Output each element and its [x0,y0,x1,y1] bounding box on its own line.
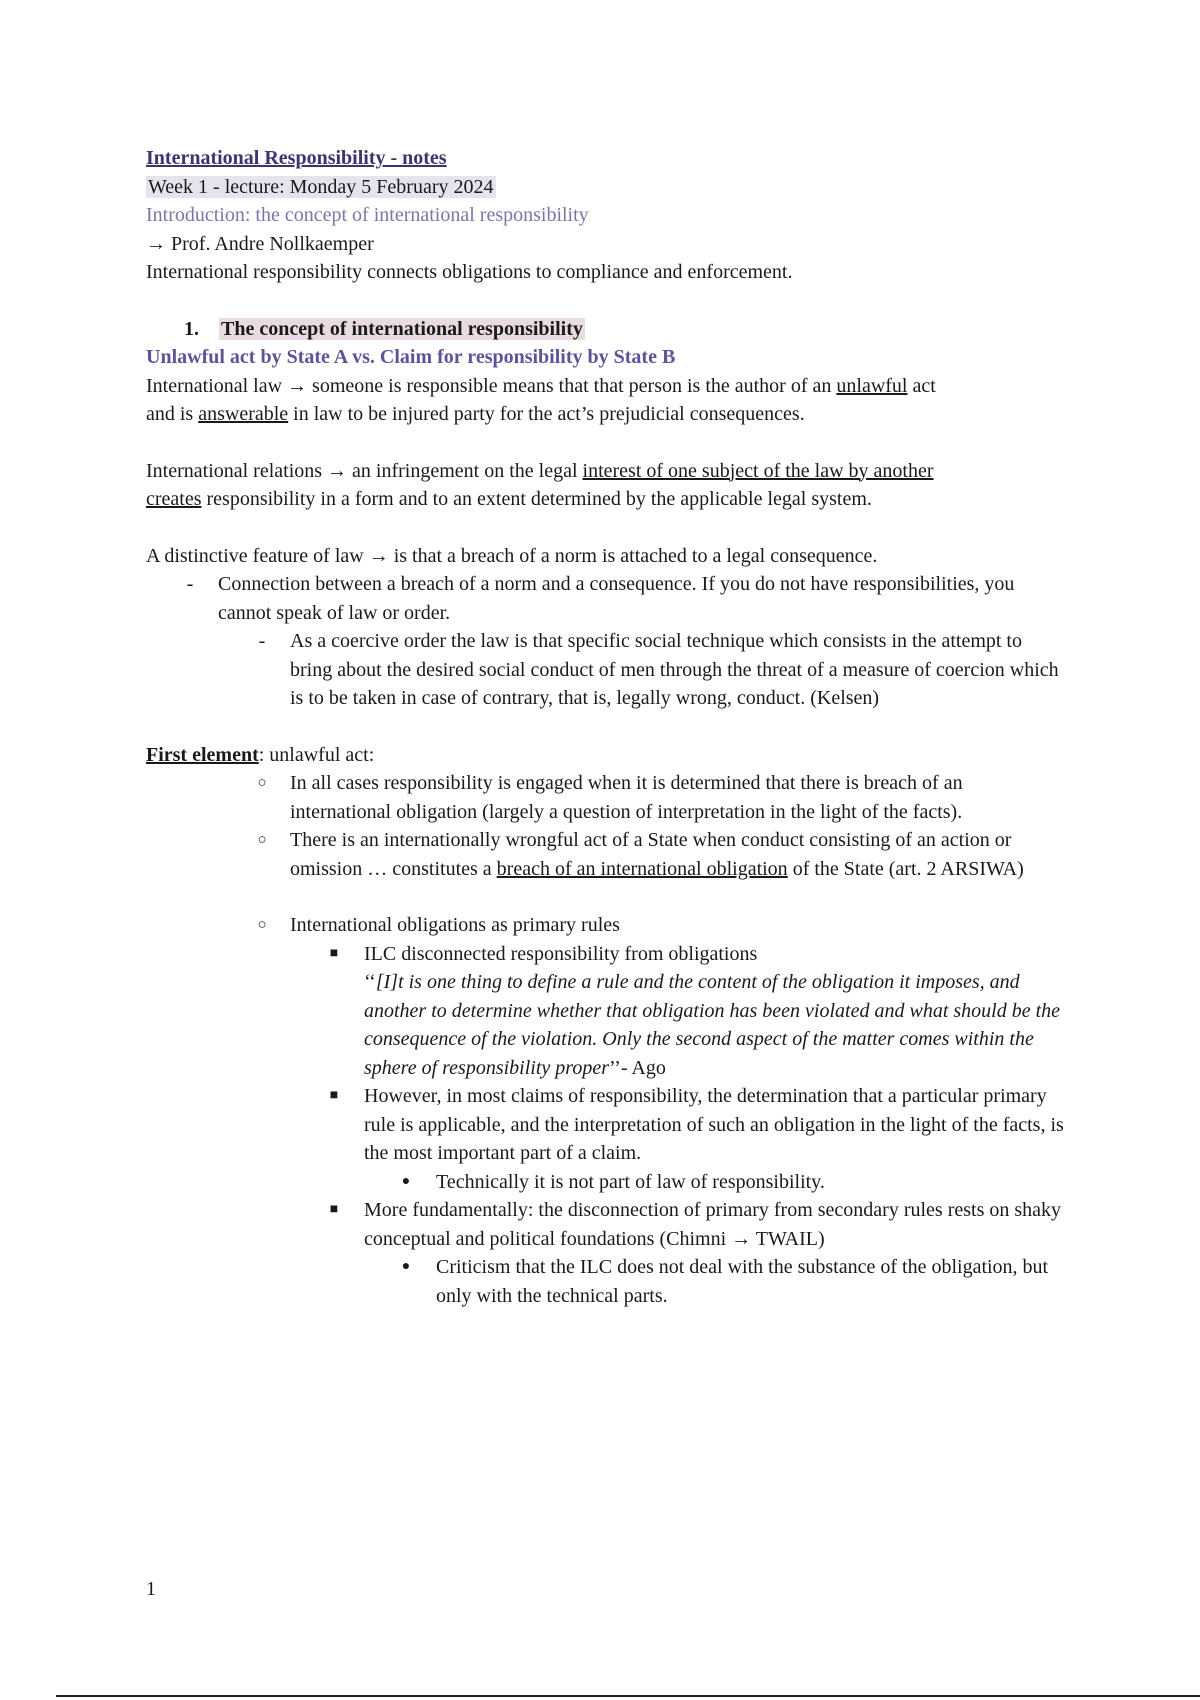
summary-line: International responsibility connects obligations to compliance and enforcement. [146,261,793,283]
page-number: 1 [146,1578,156,1600]
intro-subtitle: Introduction: the concept of international responsibility [146,204,589,226]
professor-line: → Prof. Andre Nollkaemper [146,232,374,255]
quote-close: ’’- Ago [608,1056,666,1079]
list-item-text: In all cases responsibility is engaged when it is determined that there is breach of an international obligation (largely a question of interpretation in the light of the facts). [290,772,963,823]
text-run: and is [146,403,199,425]
text-run: responsibility in a form and to an extent determined by the applicable legal system. [201,488,872,510]
spacer [146,287,1066,315]
paragraph-2-line-1 [146,457,1066,486]
paragraph-1-line-2 [146,400,1066,429]
list-item-text: Technically it is not part of law of responsibility. [436,1170,825,1193]
spacer [146,713,1066,741]
quote-block [146,968,1066,1082]
doc-title-line [146,144,1066,173]
underlined-answerable: answerable [198,403,289,425]
underlined-breach: breach of an international obligation [496,857,788,880]
dash-bullet-icon: - [186,573,194,595]
week-line [146,173,1066,202]
list-item-text: However, in most claims of responsibility, the determination that a particular primary rule is applicable, and the interpretation of such an obligation in the light of the facts, is the most important part of a claim. [364,1085,1064,1164]
bottom-divider [56,1695,1200,1697]
list-item [146,1253,1066,1310]
week-label: Week 1 - lecture: Monday 5 February 2024 [148,175,494,198]
spacer [146,883,1066,911]
section-subheading: Unlawful act by State A vs. Claim for responsibility by State B [146,346,676,368]
spacer [146,514,1066,542]
list-item-text: ILC disconnected responsibility from obligations [364,942,758,965]
document-body [146,144,1066,1310]
dot-bullet-icon: ● [401,1259,411,1274]
square-bullet-icon: ■ [329,945,339,961]
list-item [146,1082,1066,1168]
list-item [146,769,1066,826]
list-item-text: Connection between a breach of a norm and a consequence. If you do not have responsibilities, you cannot speak of law or order. [218,573,1015,624]
circle-bullet-icon: ○ [257,917,267,933]
circle-bullet-icon: ○ [257,775,267,791]
section-number: 1. [184,317,199,340]
quote-open: ‘‘ [364,971,376,993]
circle-bullet-icon: ○ [257,832,267,848]
paragraph-3: A distinctive feature of law → is that a breach of a norm is attached to a legal consequence. [146,544,878,567]
text-run: International relations → an infringement on the legal [146,459,583,482]
list-item [146,570,1066,627]
list-item-text: International obligations as primary rules [290,914,620,936]
text-run: of the State (art. 2 ARSIWA) [787,857,1024,880]
list-item [146,826,1066,883]
paragraph-2-line-2 [146,485,1066,514]
list-item [146,627,1066,713]
list-item-text [290,829,1024,880]
section-title: The concept of international responsibility [221,317,583,340]
square-bullet-icon: ■ [329,1202,339,1217]
text-run: : unlawful act: [258,743,375,766]
text-run: act [907,374,936,397]
text-run: in law to be injured party for the act’s prejudicial consequences. [288,403,805,425]
list-item-text: As a coercive order the law is that specific social technique which consists in the attempt to bring about the desired social conduct of men through the threat of a measure of coercion which is to be taken in case of contrary, that is, legally wrong, conduct. (Kelsen) [290,630,1059,709]
list-item [146,1196,1066,1253]
paragraph-1-line-1 [146,372,1066,401]
square-bullet-icon: ■ [329,1088,339,1103]
list-item [146,911,1066,940]
list-item-text: Criticism that the ILC does not deal with the substance of the obligation, but only with the technical parts. [436,1256,1049,1307]
list-item [146,1168,1066,1197]
doc-title: International Responsibility - notes [146,147,447,169]
list-item [146,940,1066,969]
text-run: International law → someone is responsible means that that person is the author of an [146,374,837,397]
text-run: There is an internationally wrongful act of a State when conduct consisting of an action or omission … constitutes a [290,829,1012,880]
underlined-interest: interest of one subject of the law by another [582,459,934,482]
dash-bullet-icon: - [258,630,266,652]
spacer [146,429,1066,457]
underlined-unlawful: unlawful [836,374,908,397]
list-item-text: More fundamentally: the disconnection of primary from secondary rules rests on shaky conceptual and political foundations (Chimni → TWAIL) [364,1199,1062,1250]
underlined-creates: creates [146,488,202,510]
quote-text: [I]t is one thing to define a rule and the content of the obligation it imposes, and another to determine whether that obligation has been violated and what should be the consequence of the violation. Only the second aspect of the matter comes within the sphere of responsibility proper [364,971,1061,1079]
first-element-line [146,741,1066,770]
dot-bullet-icon: ● [401,1173,411,1189]
first-element-label: First element [146,743,259,766]
section-heading [146,315,1066,344]
